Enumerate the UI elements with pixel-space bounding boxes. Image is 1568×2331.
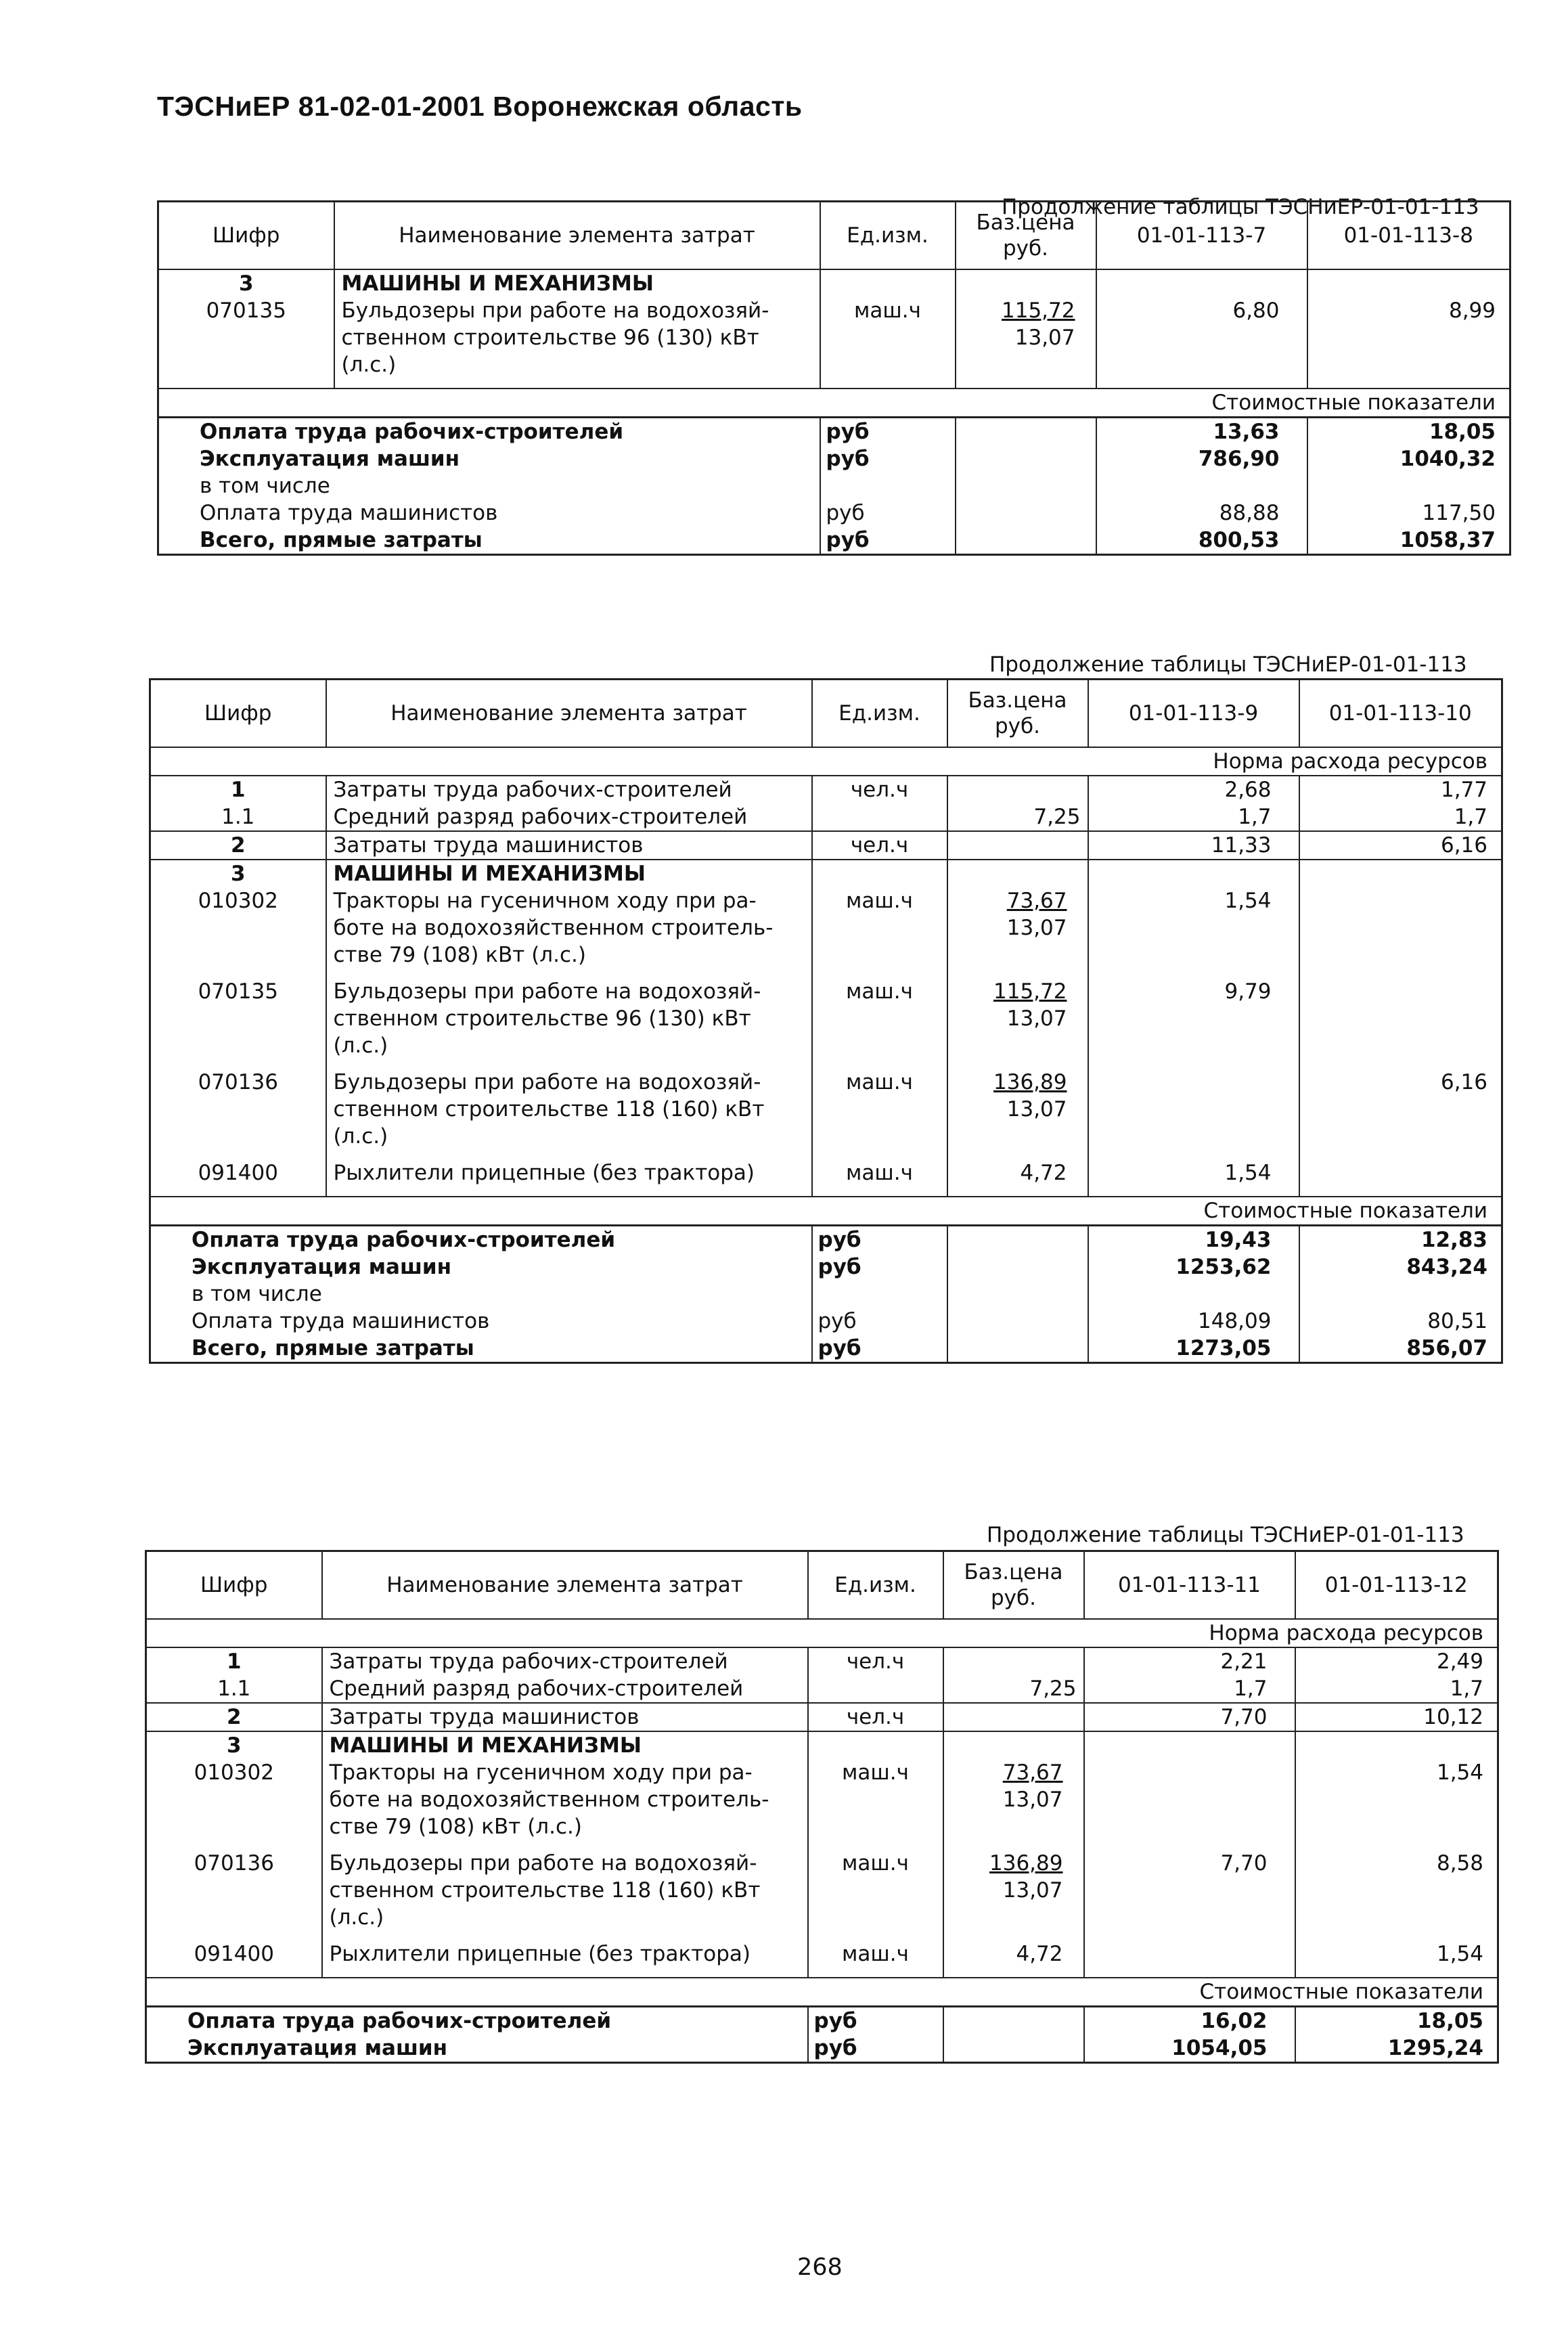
section-norms-label: Норма расхода ресурсов	[150, 747, 1502, 776]
row-price	[947, 1069, 1088, 1159]
row-price	[947, 887, 1088, 978]
cost-unit: руб	[812, 1308, 947, 1335]
cost-row	[150, 1281, 1502, 1308]
cost-value-b: 18,05	[1416, 2008, 1483, 2033]
section-costs-label: Стоимостные показатели	[158, 388, 1510, 418]
row-value-a: 9,79	[1088, 978, 1299, 1069]
row-value-b	[1299, 978, 1502, 1069]
cost-price	[947, 1225, 1088, 1253]
row-price	[943, 1703, 1084, 1731]
cost-unit: руб	[820, 445, 956, 472]
price-operator-wage: 13,07	[1006, 915, 1067, 940]
cost-label: Эксплуатация машин	[158, 445, 820, 472]
table-row	[150, 803, 1502, 831]
price-operator-wage: 13,07	[1002, 1878, 1063, 1903]
row-code: 010302	[150, 887, 326, 978]
cost-label: Оплата труда рабочих-строителей	[150, 1225, 812, 1253]
row-unit: маш.ч	[812, 978, 947, 1069]
row-name: Бульдозеры при работе на водохозяй-ственном строительстве 118 (160) кВт (л.с.)	[326, 1069, 812, 1159]
row-code: 091400	[150, 1159, 326, 1197]
row-value-b: 8,58	[1436, 1850, 1483, 1875]
row-unit	[808, 1731, 943, 1759]
header-col-b: 01-01-113-8	[1307, 202, 1510, 269]
cost-row	[158, 472, 1510, 500]
cost-value-b: 117,50	[1422, 500, 1496, 525]
rates-table	[157, 200, 1511, 556]
cost-unit: руб	[820, 500, 956, 527]
row-code: 070135	[158, 297, 334, 388]
cost-unit: руб	[808, 2006, 943, 2035]
row-value-a: 2,21	[1084, 1647, 1295, 1675]
cost-unit: руб	[820, 527, 956, 555]
cost-label: Оплата труда машинистов	[158, 500, 820, 527]
row-code: 3	[150, 860, 326, 887]
row-value-a: 1,54	[1088, 887, 1299, 978]
table-row	[158, 269, 1510, 297]
cost-price	[943, 2006, 1084, 2035]
cost-label: Оплата труда рабочих-строителей	[158, 417, 820, 445]
continuation-caption: Продолжение таблицы ТЭСНиЕР-01-01-113	[987, 1523, 1464, 1547]
cost-value-a: 19,43	[1088, 1225, 1299, 1253]
row-code: 070136	[150, 1069, 326, 1159]
row-value-a: 6,80	[1096, 297, 1307, 388]
row-name: МАШИНЫ И МЕХАНИЗМЫ	[322, 1731, 808, 1759]
cost-row	[150, 1225, 1502, 1253]
cost-value-a: 786,90	[1096, 445, 1307, 472]
row-value-a: 7,70	[1084, 1703, 1295, 1731]
row-code: 070135	[150, 978, 326, 1069]
cost-row	[146, 2035, 1498, 2063]
row-value-b: 8,99	[1448, 298, 1496, 323]
cost-value-b: 80,51	[1427, 1308, 1487, 1333]
row-unit: маш.ч	[812, 887, 947, 978]
row-value-b: 1,7	[1450, 1676, 1483, 1701]
cost-row	[158, 445, 1510, 472]
row-name: Средний разряд рабочих-строителей	[326, 803, 812, 831]
cost-label: Эксплуатация машин	[150, 1253, 812, 1281]
table-row	[150, 831, 1502, 860]
cost-unit: руб	[812, 1225, 947, 1253]
row-value-b	[1299, 887, 1502, 978]
rates-table	[145, 1550, 1499, 2064]
table-row	[150, 860, 1502, 887]
row-unit: маш.ч	[808, 1759, 943, 1850]
row-value-a: 1,54	[1088, 1159, 1299, 1197]
row-name: Затраты труда машинистов	[322, 1703, 808, 1731]
row-value-b: 6,16	[1299, 831, 1502, 860]
cost-price	[947, 1308, 1088, 1335]
table-row	[150, 978, 1502, 1069]
cost-value-a: 16,02	[1084, 2006, 1295, 2035]
row-value-b: 2,49	[1295, 1647, 1498, 1675]
row-name: Бульдозеры при работе на водохозяй-ственном строительстве 96 (130) кВт (л.с.)	[334, 297, 820, 388]
cost-price	[947, 1253, 1088, 1281]
row-price	[943, 1731, 1084, 1759]
cost-label: Всего, прямые затраты	[150, 1335, 812, 1363]
table-row	[146, 1703, 1498, 1731]
price-operator-wage: 13,07	[1002, 1787, 1063, 1812]
cost-value-a: 13,63	[1096, 417, 1307, 445]
row-value-a: 1,7	[1084, 1675, 1295, 1703]
cost-unit: руб	[812, 1253, 947, 1281]
cost-value-b: 18,05	[1429, 419, 1496, 444]
header-name: Наименование элемента затрат	[326, 680, 812, 747]
row-unit: маш.ч	[808, 1940, 943, 1978]
cost-label: Всего, прямые затраты	[158, 527, 820, 555]
price-machine: 73,67	[1002, 1760, 1063, 1785]
row-value-b: 1,54	[1436, 1941, 1483, 1966]
row-code: 2	[150, 831, 326, 860]
row-unit: маш.ч	[812, 1159, 947, 1197]
table-header-row	[158, 202, 1510, 269]
table-row	[150, 1159, 1502, 1197]
cost-value-a: 1054,05	[1084, 2035, 1295, 2063]
row-name: Затраты труда машинистов	[326, 831, 812, 860]
cost-value-b: 856,07	[1406, 1335, 1487, 1360]
cost-value-a: 1273,05	[1088, 1335, 1299, 1363]
row-price	[947, 978, 1088, 1069]
table-row	[150, 887, 1502, 978]
row-unit	[812, 860, 947, 887]
row-code: 010302	[146, 1759, 322, 1850]
table-header-row	[150, 680, 1502, 747]
cost-price	[956, 445, 1096, 472]
header-code: Шифр	[146, 1551, 322, 1619]
row-value-b	[1299, 860, 1502, 887]
row-name: МАШИНЫ И МЕХАНИЗМЫ	[326, 860, 812, 887]
price-machine: 73,67	[1006, 888, 1067, 913]
row-value-b	[1295, 1731, 1498, 1759]
row-price: 4,72	[947, 1159, 1088, 1197]
row-value-a: 2,68	[1088, 776, 1299, 803]
header-unit: Ед.изм.	[812, 680, 947, 747]
cost-value-b: 1040,32	[1399, 446, 1496, 471]
row-value-b: 1,54	[1436, 1760, 1483, 1785]
row-name: Рыхлители прицепные (без трактора)	[322, 1940, 808, 1978]
cost-value-b: 843,24	[1406, 1254, 1487, 1279]
header-col-a: 01-01-113-11	[1084, 1551, 1295, 1619]
row-value-a	[1096, 269, 1307, 297]
cost-price	[956, 472, 1096, 500]
price-machine: 136,89	[989, 1850, 1063, 1875]
table-row	[146, 1675, 1498, 1703]
cost-label: в том числе	[158, 472, 820, 500]
table-row	[146, 1940, 1498, 1978]
cost-row	[150, 1335, 1502, 1363]
row-code: 3	[158, 269, 334, 297]
cost-value-b	[1299, 1281, 1502, 1308]
row-code: 070136	[146, 1850, 322, 1940]
cost-value-a	[1096, 472, 1307, 500]
row-value-a	[1084, 1731, 1295, 1759]
rates-table	[149, 678, 1503, 1364]
table-row	[146, 1731, 1498, 1759]
cost-row	[146, 2006, 1498, 2035]
row-price: 4,72	[943, 1940, 1084, 1978]
row-unit: маш.ч	[812, 1069, 947, 1159]
cost-price	[956, 417, 1096, 445]
section-costs-row	[158, 388, 1510, 418]
row-name: МАШИНЫ И МЕХАНИЗМЫ	[334, 269, 820, 297]
price-machine: 136,89	[993, 1069, 1067, 1094]
table-row	[146, 1850, 1498, 1940]
cost-value-a	[1088, 1281, 1299, 1308]
row-price	[943, 1850, 1084, 1940]
header-price: Баз.цена руб.	[943, 1551, 1084, 1619]
row-code: 1.1	[150, 803, 326, 831]
header-name: Наименование элемента затрат	[322, 1551, 808, 1619]
section-costs-label: Стоимостные показатели	[150, 1197, 1502, 1226]
row-unit: чел.ч	[812, 831, 947, 860]
cost-value-b: 12,83	[1420, 1227, 1487, 1252]
section-costs-row	[150, 1197, 1502, 1226]
row-value-b	[1307, 269, 1510, 297]
cost-row	[158, 417, 1510, 445]
section-costs-row	[146, 1978, 1498, 2007]
cost-unit: руб	[808, 2035, 943, 2063]
row-name: Затраты труда рабочих-строителей	[322, 1647, 808, 1675]
row-unit: чел.ч	[812, 776, 947, 803]
row-name: Тракторы на гусеничном ходу при ра-боте на водохозяйственном строитель-стве 79 (108) кВт (л.с.)	[326, 887, 812, 978]
cost-value-b: 1295,24	[1387, 2035, 1483, 2060]
row-value-b: 10,12	[1295, 1703, 1498, 1731]
table-header-row	[146, 1551, 1498, 1619]
cost-unit: руб	[820, 417, 956, 445]
cost-unit	[812, 1281, 947, 1308]
row-value-a	[1084, 1940, 1295, 1978]
row-unit	[820, 269, 956, 297]
cost-value-a: 1253,62	[1088, 1253, 1299, 1281]
row-price	[943, 1759, 1084, 1850]
header-name: Наименование элемента затрат	[334, 202, 820, 269]
row-code: 2	[146, 1703, 322, 1731]
price-operator-wage: 13,07	[1006, 1006, 1067, 1031]
header-unit: Ед.изм.	[820, 202, 956, 269]
cost-price	[956, 500, 1096, 527]
row-value-a	[1088, 860, 1299, 887]
cost-label: Оплата труда рабочих-строителей	[146, 2006, 808, 2035]
cost-value-a: 88,88	[1096, 500, 1307, 527]
row-value-a	[1084, 1759, 1295, 1850]
cost-unit: руб	[812, 1335, 947, 1363]
table-row	[150, 776, 1502, 803]
row-unit: чел.ч	[808, 1647, 943, 1675]
cost-unit	[820, 472, 956, 500]
cost-value-b	[1307, 472, 1510, 500]
row-value-b	[1299, 1159, 1502, 1197]
header-code: Шифр	[158, 202, 334, 269]
row-price: 7,25	[943, 1675, 1084, 1703]
row-value-b: 1,7	[1454, 804, 1487, 829]
row-name: Бульдозеры при работе на водохозяй-ственном строительстве 118 (160) кВт (л.с.)	[322, 1850, 808, 1940]
header-price: Баз.цена руб.	[947, 680, 1088, 747]
cost-label: Оплата труда машинистов	[150, 1308, 812, 1335]
row-price	[947, 831, 1088, 860]
section-costs-label: Стоимостные показатели	[146, 1978, 1498, 2007]
cost-row	[158, 500, 1510, 527]
row-price: 7,25	[947, 803, 1088, 831]
page-number: 268	[797, 2254, 843, 2281]
row-unit: чел.ч	[808, 1703, 943, 1731]
cost-value-a: 148,09	[1088, 1308, 1299, 1335]
row-name: Затраты труда рабочих-строителей	[326, 776, 812, 803]
table-row	[150, 1069, 1502, 1159]
row-price	[947, 860, 1088, 887]
section-norms-label: Норма расхода ресурсов	[146, 1619, 1498, 1647]
cost-price	[956, 527, 1096, 555]
header-unit: Ед.изм.	[808, 1551, 943, 1619]
cost-price	[947, 1281, 1088, 1308]
row-price	[956, 297, 1096, 388]
cost-price	[947, 1335, 1088, 1363]
table-row	[158, 297, 1510, 388]
cost-label: Эксплуатация машин	[146, 2035, 808, 2063]
section-norms-row	[146, 1619, 1498, 1647]
table-row	[146, 1759, 1498, 1850]
row-value-b: 6,16	[1440, 1069, 1487, 1094]
row-unit	[808, 1675, 943, 1703]
section-norms-row	[150, 747, 1502, 776]
row-name: Средний разряд рабочих-строителей	[322, 1675, 808, 1703]
row-value-a	[1088, 1069, 1299, 1159]
row-value-b: 1,77	[1299, 776, 1502, 803]
row-unit	[812, 803, 947, 831]
table-row	[146, 1647, 1498, 1675]
price-machine: 115,72	[1002, 298, 1075, 323]
header-col-b: 01-01-113-10	[1299, 680, 1502, 747]
row-unit: маш.ч	[808, 1850, 943, 1940]
price-operator-wage: 13,07	[1014, 325, 1075, 350]
row-value-a: 7,70	[1084, 1850, 1295, 1940]
cost-row	[158, 527, 1510, 555]
cost-value-b: 1058,37	[1399, 527, 1496, 552]
cost-value-a: 800,53	[1096, 527, 1307, 555]
row-price	[947, 776, 1088, 803]
row-code: 1.1	[146, 1675, 322, 1703]
row-code: 3	[146, 1731, 322, 1759]
row-value-a: 1,7	[1088, 803, 1299, 831]
row-code: 1	[150, 776, 326, 803]
price-operator-wage: 13,07	[1006, 1096, 1067, 1122]
row-price	[956, 269, 1096, 297]
continuation-caption: Продолжение таблицы ТЭСНиЕР-01-01-113	[1002, 195, 1479, 219]
row-code: 091400	[146, 1940, 322, 1978]
cost-row	[150, 1253, 1502, 1281]
header-price: Баз.цена руб.	[956, 202, 1096, 269]
row-name: Рыхлители прицепные (без трактора)	[326, 1159, 812, 1197]
row-value-a: 11,33	[1088, 831, 1299, 860]
row-unit: маш.ч	[820, 297, 956, 388]
header-code: Шифр	[150, 680, 326, 747]
row-price	[943, 1647, 1084, 1675]
price-machine: 115,72	[993, 979, 1067, 1004]
continuation-caption: Продолжение таблицы ТЭСНиЕР-01-01-113	[989, 652, 1467, 677]
header-col-a: 01-01-113-7	[1096, 202, 1307, 269]
row-name: Тракторы на гусеничном ходу при ра-боте на водохозяйственном строитель-стве 79 (108) кВт (л.с.)	[322, 1759, 808, 1850]
row-name: Бульдозеры при работе на водохозяй-ственном строительстве 96 (130) кВт (л.с.)	[326, 978, 812, 1069]
header-col-b: 01-01-113-12	[1295, 1551, 1498, 1619]
document-title: ТЭСНиЕР 81-02-01-2001 Воронежская область	[157, 91, 803, 122]
cost-label: в том числе	[150, 1281, 812, 1308]
cost-row	[150, 1308, 1502, 1335]
row-code: 1	[146, 1647, 322, 1675]
cost-price	[943, 2035, 1084, 2063]
header-col-a: 01-01-113-9	[1088, 680, 1299, 747]
